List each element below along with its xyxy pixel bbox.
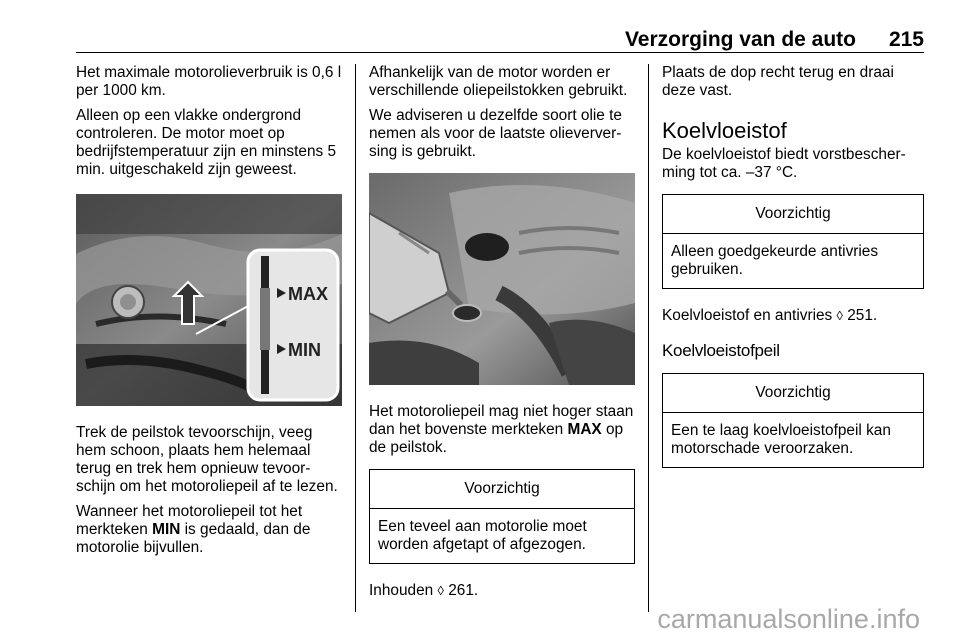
min-label: MIN (288, 340, 321, 360)
caution-text: Een teveel aan motorolie moet worden afgetapt of afgezogen. (378, 518, 587, 553)
oil-cap-shape (465, 233, 509, 261)
caution-text: Een te laag koelvloeistofpeil kan motorschade veroorzaken. (671, 422, 891, 457)
column-divider-2 (648, 64, 649, 612)
column-divider-1 (355, 64, 356, 612)
max-label: MAX (288, 284, 328, 304)
max-bold: MAX (567, 421, 602, 438)
paragraph-oil-advice: We adviseren u dezelfde soort olie te nemen als voor de laatste olieverver-sing is gebruikt. (369, 107, 622, 160)
caution-text: Alleen goedgekeurde antivries gebruiken. (671, 243, 879, 278)
page-ref-icon: ◊ (836, 308, 843, 323)
page-header (76, 24, 924, 53)
caution-box-oil (369, 469, 635, 564)
caution-title: Voorzichtig (370, 470, 634, 509)
watermark: carmanualsonline.info (657, 604, 920, 634)
paragraph-frost-protection: De koelvloeistof biedt vorstbescher-ming tot ca. –37 °C. (662, 146, 906, 181)
caution-box-antifreeze (662, 194, 924, 289)
column-2 (369, 64, 635, 607)
reference-coolant-antifreeze: Koelvloeistof en antivries ◊ 251. (662, 307, 878, 324)
min-bold: MIN (152, 521, 181, 538)
caution-title: Voorzichtig (663, 195, 923, 234)
column-3 (662, 64, 924, 486)
oil-filling-figure (369, 173, 635, 385)
subsection-title-coolant-level: Koelvloeistofpeil (662, 341, 780, 360)
paragraph-oil-consumption: Het maximale motorolieverbruik is 0,6 l per 1000 km. (76, 64, 342, 99)
reference-capacities: Inhouden ◊ 261. (369, 582, 479, 599)
paragraph-check-conditions: Alleen op een vlakke ondergrond controleren. De motor moet op bedrijfstemperatuur zijn en minstens 5 min. uitgeschakeld zijn geweest. (76, 107, 337, 178)
header-title: Verzorging van de auto (624, 28, 856, 51)
caution-box-coolant-level (662, 373, 924, 468)
section-title-coolant: Koelvloeistof (662, 118, 787, 143)
caution-title: Voorzichtig (663, 374, 923, 413)
paragraph-refill-instruction: Wanneer het motoroliepeil tot het merkteken MIN is gedaald, dan de motorolie bijvullen. (76, 503, 311, 556)
paragraph-replace-cap: Plaats de dop recht terug en draai deze vast. (662, 64, 894, 99)
paragraph-dipstick-types: Afhankelijk van de motor worden er verschillende oliepeilstokken gebruikt. (369, 64, 628, 99)
column-1 (76, 64, 342, 564)
paragraph-dipstick-instructions: Trek de peilstok tevoorschijn, veeg hem schoon, plaats hem helemaal terug en trek hem opnieuw tevoor-schijn om het motoroliepeil af te lezen. (76, 424, 338, 495)
page-number: 215 (888, 28, 924, 51)
paragraph-max-level: Het motoroliepeil mag niet hoger staan dan het bovenste merkteken MAX op de peilstok. (369, 403, 634, 456)
page-ref-icon: ◊ (437, 583, 444, 598)
dipstick-figure (76, 194, 342, 406)
